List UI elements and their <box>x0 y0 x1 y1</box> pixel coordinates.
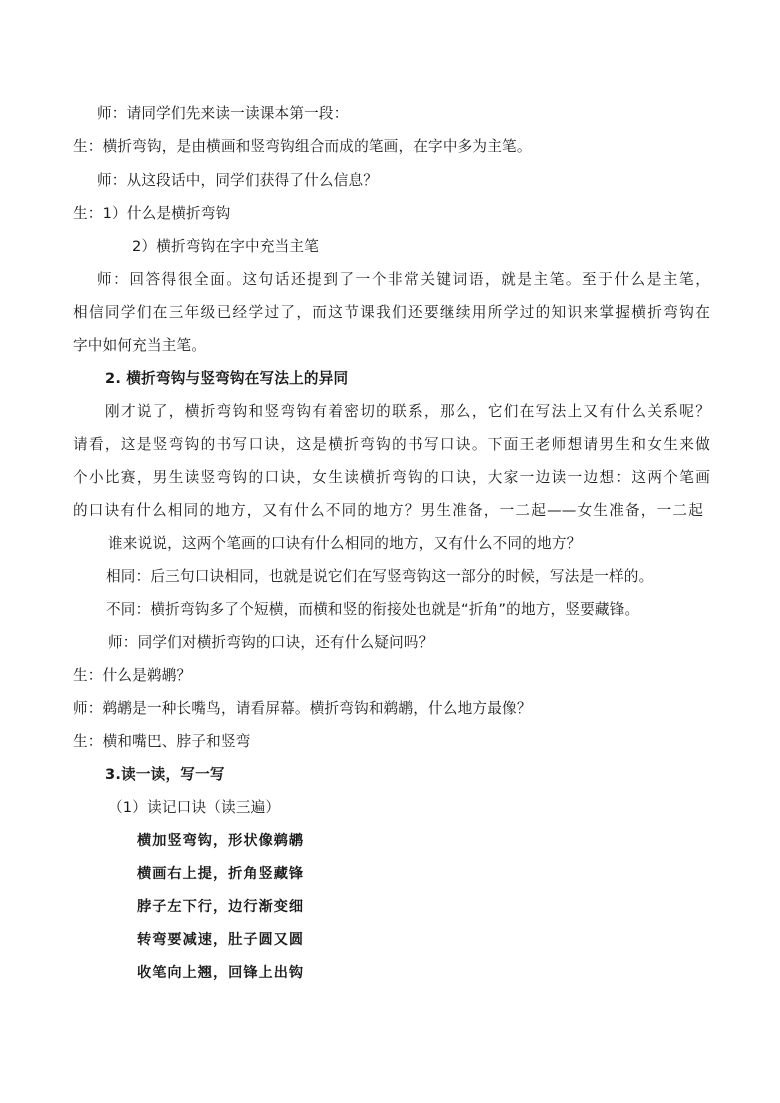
paragraph-line: 生：什么是鹈鹕？ <box>73 667 192 684</box>
paragraph-line: 相信同学们在三年级已经学过了，而这节课我们还要继续用所学过的知识来掌握横折弯钩在 <box>73 304 710 321</box>
paragraph-line: 师：鹈鹕是一种长嘴鸟，请看屏幕。横折弯钩和鹈鹕，什么地方最像？ <box>73 700 532 717</box>
paragraph-line: 生：横和嘴巴、脖子和竖弯 <box>73 733 251 750</box>
paragraph-line: 生：横折弯钩，是由横画和竖弯钩组合而成的笔画，在字中多为主笔。 <box>73 138 532 155</box>
paragraph-line: 师：请同学们先来读一读课本第一段： <box>97 105 349 122</box>
paragraph-line: 师：回答得很全面。这句话还提到了一个非常关键词语，就是主笔。至于什么是主笔， <box>97 271 710 288</box>
paragraph-line: 请看，这是竖弯钩的书写口诀，这是横折弯钩的书写口诀。下面王老师想请男生和女生来做 <box>73 436 710 453</box>
paragraph-line: 刚才说了，横折弯钩和竖弯钩有着密切的联系，那么，它们在写法上又有什么关系呢？ <box>105 403 710 420</box>
paragraph-line: 不同：横折弯钩多了个短横，而横和竖的衔接处也就是“折角”的地方，竖要藏锋。 <box>106 601 640 618</box>
paragraph-line: 2）横折弯钩在字中充当主笔 <box>132 238 320 255</box>
poem-line: 脖子左下行，边行渐变细 <box>137 899 305 915</box>
paragraph-line: 的口诀有什么相同的地方，又有什么不同的地方？男生准备，一二起——女生准备，一二起 <box>73 502 703 519</box>
paragraph-line: （1）读记口诀（读三遍） <box>108 799 281 816</box>
section-heading: 2. 横折弯钩与竖弯钩在写法上的异同 <box>105 370 349 387</box>
poem-line: 收笔向上翘，回锋上出钩 <box>137 965 305 981</box>
paragraph-line: 字中如何充当主笔。 <box>73 337 207 354</box>
paragraph-line: 相同：后三句口诀相同，也就是说它们在写竖弯钩这一部分的时候，写法是一样的。 <box>106 568 654 585</box>
paragraph-line: 师：从这段话中，同学们获得了什么信息？ <box>97 172 379 189</box>
poem-line: 横画右上提，折角竖藏锋 <box>137 866 305 882</box>
paragraph-line: 个小比赛，男生读竖弯钩的口诀，女生读横折弯钩的口诀，大家一边读一边想：这两个笔画 <box>73 469 710 486</box>
paragraph-line: 谁来说说，这两个笔画的口诀有什么相同的地方，又有什么不同的地方？ <box>108 535 582 552</box>
paragraph-line: 生：1）什么是横折弯钩 <box>73 205 231 222</box>
section-heading: 3.读一读，写一写 <box>105 766 225 783</box>
poem-line: 横加竖弯钩，形状像鹈鹕 <box>137 833 305 849</box>
poem-line: 转弯要减速，肚子圆又圆 <box>137 932 305 948</box>
paragraph-line: 师：同学们对横折弯钩的口诀，还有什么疑问吗？ <box>108 634 434 651</box>
